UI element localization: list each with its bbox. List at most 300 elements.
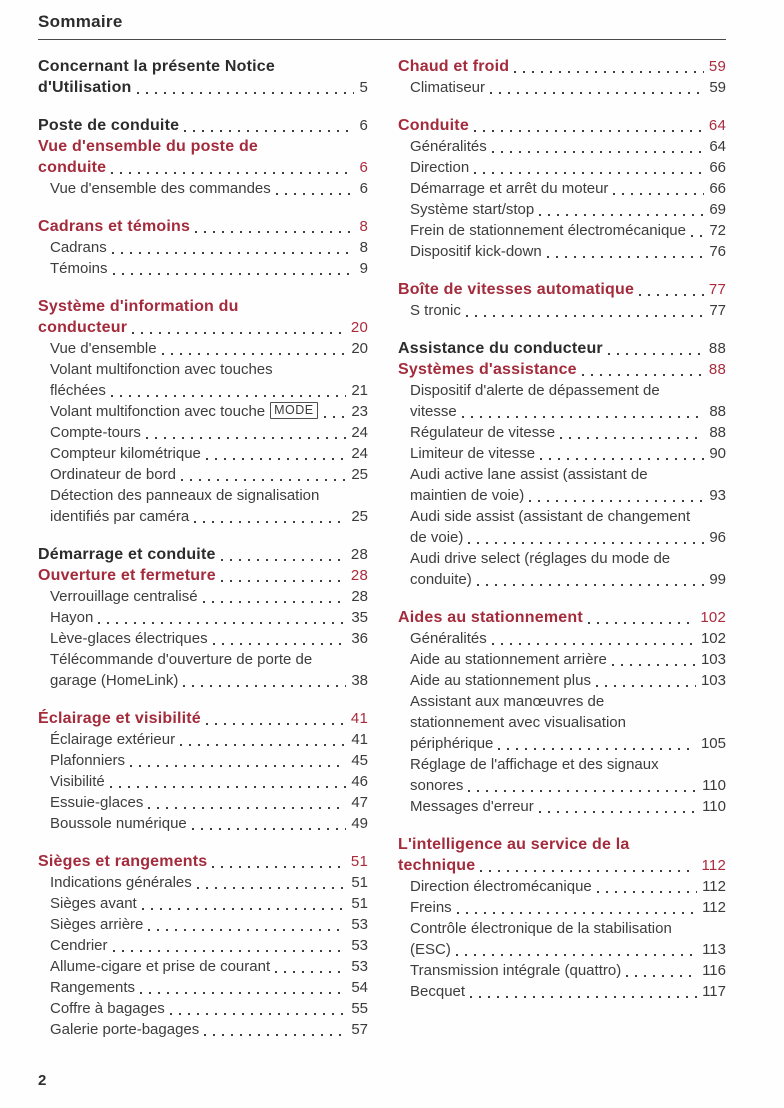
toc-entry-lastline [410, 897, 726, 918]
toc-entry-label: périphérique [410, 735, 494, 752]
toc-columns [38, 56, 726, 1057]
toc-entry-lastline [50, 443, 368, 464]
toc-entry [398, 422, 726, 443]
toc-entry [38, 422, 368, 443]
page-ref: 66 [709, 159, 726, 176]
toc-entry-label: Dispositif kick-down [410, 243, 542, 260]
toc-entry-label: Sièges et rangements [38, 853, 208, 870]
toc-group [38, 296, 368, 527]
toc-group [38, 216, 368, 279]
page-ref: 20 [350, 319, 368, 336]
toc-entry [38, 359, 368, 401]
page-ref: 88 [708, 361, 726, 378]
toc-entry [38, 1019, 368, 1040]
page-ref: 116 [702, 962, 726, 979]
toc-entry-label: maintien de voie) [410, 487, 525, 504]
dot-leader [197, 872, 347, 893]
toc-entry [38, 893, 368, 914]
page-title: Sommaire [38, 12, 726, 40]
toc-entry-line: Contrôle électronique de la stabilisation [410, 920, 672, 937]
page-ref: 41 [351, 731, 368, 748]
dot-leader [137, 77, 355, 98]
toc-entry-lastline [410, 939, 726, 960]
toc-group [38, 56, 368, 98]
toc-entry [38, 56, 368, 98]
toc-entry-lastline [38, 851, 368, 872]
toc-entry-label: d'Utilisation [38, 79, 132, 96]
page-ref: 110 [702, 798, 726, 815]
page-ref: 72 [709, 222, 726, 239]
toc-entry-lastline [50, 893, 368, 914]
toc-entry-lastline [38, 77, 368, 98]
toc-entry-label: Indications générales [50, 874, 192, 891]
page-ref: 69 [709, 201, 726, 218]
toc-entry-lastline [410, 401, 726, 422]
dot-leader [529, 485, 704, 506]
toc-entry [398, 56, 726, 77]
toc-entry [38, 296, 368, 338]
dot-leader [148, 792, 346, 813]
toc-entry-label: conduite [38, 159, 107, 176]
toc-entry-lastline [410, 527, 726, 548]
toc-entry-label: Lève-glaces électriques [50, 630, 208, 647]
toc-entry-label: Éclairage et visibilité [38, 710, 201, 727]
toc-entry [398, 607, 726, 628]
toc-entry [398, 136, 726, 157]
toc-entry [398, 649, 726, 670]
page-ref: 28 [350, 567, 368, 584]
toc-entry [38, 178, 368, 199]
toc-entry-lastline [50, 872, 368, 893]
toc-entry-lastline [38, 115, 368, 136]
toc-entry [38, 649, 368, 691]
toc-entry-label: Aide au stationnement plus [410, 672, 591, 689]
toc-entry-label: Verrouillage centralisé [50, 588, 198, 605]
toc-entry-lastline [410, 199, 726, 220]
dot-leader [110, 771, 347, 792]
toc-entry-lastline [410, 485, 726, 506]
dot-leader [474, 157, 704, 178]
toc-entry-lastline [50, 607, 368, 628]
toc-entry-lastline [38, 708, 368, 729]
page-ref: 6 [359, 117, 368, 134]
dot-leader [492, 136, 705, 157]
toc-entry-lastline [38, 216, 368, 237]
dot-leader [490, 77, 704, 98]
toc-entry-lastline [398, 115, 726, 136]
page-ref: 105 [700, 735, 726, 752]
toc-entry-lastline [410, 796, 726, 817]
toc-entry [398, 178, 726, 199]
page-ref: 54 [351, 979, 368, 996]
page-ref: 6 [359, 180, 368, 197]
dot-leader [206, 708, 346, 729]
toc-entry-label: sonores [410, 777, 464, 794]
toc-entry-label: Sièges avant [50, 895, 137, 912]
toc-entry-lastline [50, 750, 368, 771]
dot-leader [111, 380, 346, 401]
toc-entry-label: Démarrage et conduite [38, 546, 216, 563]
dot-leader [462, 401, 705, 422]
toc-entry-label: Assistance du conducteur [398, 340, 603, 357]
toc-entry-lastline [50, 628, 368, 649]
toc-entry-line: Assistant aux manœuvres de [410, 693, 605, 710]
toc-entry-label: Boîte de vitesses automatique [398, 281, 635, 298]
dot-leader [470, 981, 697, 1002]
toc-entry [38, 485, 368, 527]
page-ref: 53 [351, 958, 368, 975]
page-ref: 25 [351, 466, 368, 483]
dot-leader [275, 956, 346, 977]
toc-entry-lastline [50, 380, 368, 401]
page-ref: 99 [709, 571, 726, 588]
toc-entry-lastline [50, 998, 368, 1019]
toc-entry [38, 956, 368, 977]
page-ref: 102 [700, 630, 726, 647]
toc-entry [38, 771, 368, 792]
toc-entry-lastline [410, 77, 726, 98]
dot-leader [203, 586, 347, 607]
toc-entry-lastline [410, 981, 726, 1002]
toc-entry-label: Compteur kilométrique [50, 445, 201, 462]
page-ref: 96 [709, 529, 726, 546]
dot-leader [613, 178, 704, 199]
dot-leader [132, 317, 346, 338]
page-ref: 59 [709, 79, 726, 96]
page-ref: 47 [351, 794, 368, 811]
toc-entry [38, 237, 368, 258]
toc-entry [398, 199, 726, 220]
page-ref: 25 [351, 508, 368, 525]
toc-entry-lastline [398, 607, 726, 628]
toc-entry [38, 750, 368, 771]
toc-entry-lastline [50, 401, 368, 422]
toc-entry-lastline [410, 443, 726, 464]
toc-entry-label: Démarrage et arrêt du moteur [410, 180, 609, 197]
dot-leader [181, 464, 346, 485]
toc-entry [398, 115, 726, 136]
page-ref: 28 [350, 546, 368, 563]
toc-entry-label: Transmission intégrale (quattro) [410, 962, 622, 979]
toc-entry-label: Régulateur de vitesse [410, 424, 556, 441]
toc-entry [398, 157, 726, 178]
toc-entry [398, 548, 726, 590]
toc-entry [38, 464, 368, 485]
dot-leader [539, 796, 697, 817]
dot-leader [112, 237, 355, 258]
page-ref: 51 [351, 895, 368, 912]
toc-entry-lastline [410, 775, 726, 796]
dot-leader [148, 914, 346, 935]
page-ref: 112 [701, 857, 726, 874]
toc-entry-lastline [398, 359, 726, 380]
dot-leader [547, 241, 705, 262]
toc-entry [398, 464, 726, 506]
toc-entry-label: Direction électromécanique [410, 878, 592, 895]
toc-entry [38, 998, 368, 1019]
toc-entry-lastline [398, 338, 726, 359]
page-ref: 59 [708, 58, 726, 75]
toc-entry-label: technique [398, 857, 476, 874]
toc-column-1 [38, 56, 368, 1057]
page-ref: 110 [702, 777, 726, 794]
toc-entry [38, 338, 368, 359]
dot-leader [596, 670, 696, 691]
toc-entry-label: Généralités [410, 138, 487, 155]
toc-entry [38, 914, 368, 935]
toc-entry [38, 258, 368, 279]
toc-entry-line: Réglage de l'affichage et des signaux [410, 756, 659, 773]
toc-entry-lastline [50, 506, 368, 527]
toc-entry-label: vitesse [410, 403, 457, 420]
toc-entry-label: Vue d'ensemble des commandes [50, 180, 271, 197]
toc-entry-line: Télécommande d'ouverture de porte de [50, 651, 313, 668]
toc-entry-lastline [50, 977, 368, 998]
dot-leader [162, 338, 347, 359]
page-ref: 57 [351, 1021, 368, 1038]
toc-entry-lastline [50, 178, 368, 199]
page-ref: 35 [351, 609, 368, 626]
toc-entry-line: Dispositif d'alerte de dépassement de [410, 382, 660, 399]
toc-entry [38, 607, 368, 628]
toc-entry [38, 565, 368, 586]
page-ref: 103 [700, 672, 726, 689]
dot-leader [597, 876, 697, 897]
toc-group [38, 115, 368, 199]
toc-entry-label: Hayon [50, 609, 94, 626]
toc-entry-lastline [50, 338, 368, 359]
toc-entry [38, 851, 368, 872]
page-ref: 113 [702, 941, 726, 958]
dot-leader [456, 939, 697, 960]
toc-entry-label: Poste de conduite [38, 117, 180, 134]
dot-leader [146, 422, 346, 443]
toc-entry [38, 443, 368, 464]
toc-entry-line: Vue d'ensemble du poste de [38, 138, 259, 155]
toc-entry-lastline [410, 649, 726, 670]
dot-leader [540, 443, 704, 464]
dot-leader [170, 998, 347, 1019]
toc-entry-label: Limiteur de vitesse [410, 445, 536, 462]
toc-entry-label: Ouverture et fermeture [38, 567, 216, 584]
toc-entry-label: de voie) [410, 529, 464, 546]
toc-entry [398, 960, 726, 981]
dot-leader [608, 338, 704, 359]
dot-leader [626, 960, 697, 981]
page-ref: 8 [359, 218, 368, 235]
page-ref: 38 [351, 672, 368, 689]
toc-entry-label: Essuie-glaces [50, 794, 144, 811]
toc-entry-lastline [50, 258, 368, 279]
toc-entry [398, 981, 726, 1002]
dot-leader [130, 750, 346, 771]
page-ref: 88 [708, 340, 726, 357]
dot-leader [98, 607, 346, 628]
page-ref: 90 [709, 445, 726, 462]
dot-leader [192, 813, 347, 834]
toc-entry-label: Systèmes d'assistance [398, 361, 577, 378]
toc-entry-line: Audi side assist (assistant de changement [410, 508, 691, 525]
page-ref: 28 [351, 588, 368, 605]
toc-entry-label: S tronic [410, 302, 461, 319]
toc-entry-lastline [50, 914, 368, 935]
toc-entry-label: Rangements [50, 979, 136, 996]
page-ref: 51 [350, 853, 368, 870]
toc-entry-lastline [410, 569, 726, 590]
toc-group [398, 279, 726, 321]
toc-entry-lastline [38, 157, 368, 178]
page-ref: 76 [709, 243, 726, 260]
page-ref: 102 [700, 609, 726, 626]
page-ref: 112 [702, 899, 726, 916]
toc-entry-lastline [410, 157, 726, 178]
toc-entry [38, 586, 368, 607]
toc-entry-label: Cadrans et témoins [38, 218, 191, 235]
dot-leader [221, 565, 346, 586]
toc-entry-lastline [50, 422, 368, 443]
dot-leader [212, 851, 346, 872]
dot-leader [498, 733, 696, 754]
toc-entry-line: Détection des panneaux de signalisation [50, 487, 320, 504]
dot-leader [195, 216, 354, 237]
dot-leader [184, 115, 354, 136]
toc-entry [398, 918, 726, 960]
toc-entry-label: Coffre à bagages [50, 1000, 165, 1017]
toc-entry [398, 338, 726, 359]
toc-entry-label: Plafonniers [50, 752, 126, 769]
toc-group [398, 338, 726, 590]
toc-entry [398, 506, 726, 548]
toc-entry-label: Volant multifonction avec touche [50, 403, 266, 420]
toc-entry-lastline [410, 876, 726, 897]
page-ref: 23 [351, 403, 368, 420]
page-ref: 53 [351, 916, 368, 933]
toc-entry [398, 220, 726, 241]
page-ref: 112 [702, 878, 726, 895]
toc-entry [398, 628, 726, 649]
toc-entry-lastline [398, 56, 726, 77]
dot-leader [492, 628, 696, 649]
dot-leader [560, 422, 704, 443]
toc-entry-line: Concernant la présente Notice [38, 58, 275, 75]
dot-leader [474, 115, 704, 136]
dot-leader [468, 775, 697, 796]
toc-group [38, 851, 368, 1040]
toc-group [398, 115, 726, 262]
page-ref: 36 [351, 630, 368, 647]
toc-entry-lastline [410, 628, 726, 649]
toc-group [398, 56, 726, 98]
toc-entry-label: (ESC) [410, 941, 451, 958]
toc-entry [398, 691, 726, 754]
toc-entry-label: Cadrans [50, 239, 107, 256]
dot-leader [183, 670, 346, 691]
toc-entry [398, 380, 726, 422]
toc-entry-lastline [398, 855, 726, 876]
page-ref: 46 [351, 773, 368, 790]
toc-entry-lastline [410, 178, 726, 199]
dot-leader [113, 258, 355, 279]
toc-entry-lastline [410, 670, 726, 691]
toc-entry-label: Climatiseur [410, 79, 486, 96]
dot-leader [612, 649, 696, 670]
toc-entry-label: Éclairage extérieur [50, 731, 176, 748]
dot-leader [221, 544, 346, 565]
dot-leader [324, 401, 347, 422]
page-header [38, 12, 726, 40]
dot-leader [582, 359, 704, 380]
toc-entry-label: Cendrier [50, 937, 108, 954]
page-ref: 77 [708, 281, 726, 298]
toc-group [38, 544, 368, 691]
toc-entry [38, 401, 368, 422]
toc-entry-lastline [410, 300, 726, 321]
toc-entry-lastline [410, 136, 726, 157]
dot-leader [206, 443, 346, 464]
toc-entry-lastline [50, 1019, 368, 1040]
toc-entry-label: Boussole numérique [50, 815, 187, 832]
toc-column-2 [398, 56, 726, 1057]
toc-entry-label: identifiés par caméra [50, 508, 190, 525]
page-ref: 53 [351, 937, 368, 954]
dot-leader [639, 279, 704, 300]
page-ref: 88 [709, 403, 726, 420]
page-ref: 117 [702, 983, 726, 1000]
page-ref: 49 [351, 815, 368, 832]
page-ref: 103 [700, 651, 726, 668]
toc-entry-lastline [50, 670, 368, 691]
page-ref: 93 [709, 487, 726, 504]
toc-entry [398, 443, 726, 464]
toc-entry [398, 670, 726, 691]
toc-entry [38, 628, 368, 649]
toc-entry [398, 359, 726, 380]
toc-entry-label: Sièges arrière [50, 916, 144, 933]
toc-entry-label: Vue d'ensemble [50, 340, 157, 357]
page-ref: 24 [351, 445, 368, 462]
toc-entry-label: Chaud et froid [398, 58, 510, 75]
toc-entry-lastline [50, 792, 368, 813]
dot-leader [466, 300, 704, 321]
dot-leader [180, 729, 346, 750]
page-ref: 8 [359, 239, 368, 256]
toc-entry-lastline [50, 464, 368, 485]
toc-entry [398, 897, 726, 918]
toc-entry-label: Galerie porte-bagages [50, 1021, 200, 1038]
toc-entry-lastline [398, 279, 726, 300]
toc-entry [398, 876, 726, 897]
dot-leader [194, 506, 346, 527]
dot-leader [514, 56, 704, 77]
toc-entry-label: garage (HomeLink) [50, 672, 179, 689]
toc-group [38, 708, 368, 834]
toc-entry-label: Becquet [410, 983, 466, 1000]
toc-entry-label: Aide au stationnement arrière [410, 651, 607, 668]
toc-entry-line: Système d'information du [38, 298, 239, 315]
toc-entry [398, 796, 726, 817]
toc-entry [398, 241, 726, 262]
toc-entry [398, 77, 726, 98]
toc-entry [38, 708, 368, 729]
dot-leader [213, 628, 347, 649]
page-ref: 88 [709, 424, 726, 441]
toc-entry-label: Généralités [410, 630, 487, 647]
toc-entry-label: Frein de stationnement électromécanique [410, 222, 686, 239]
toc-entry [398, 300, 726, 321]
footer-page-number: 2 [38, 1072, 47, 1089]
toc-entry-lastline [50, 935, 368, 956]
toc-entry [398, 279, 726, 300]
